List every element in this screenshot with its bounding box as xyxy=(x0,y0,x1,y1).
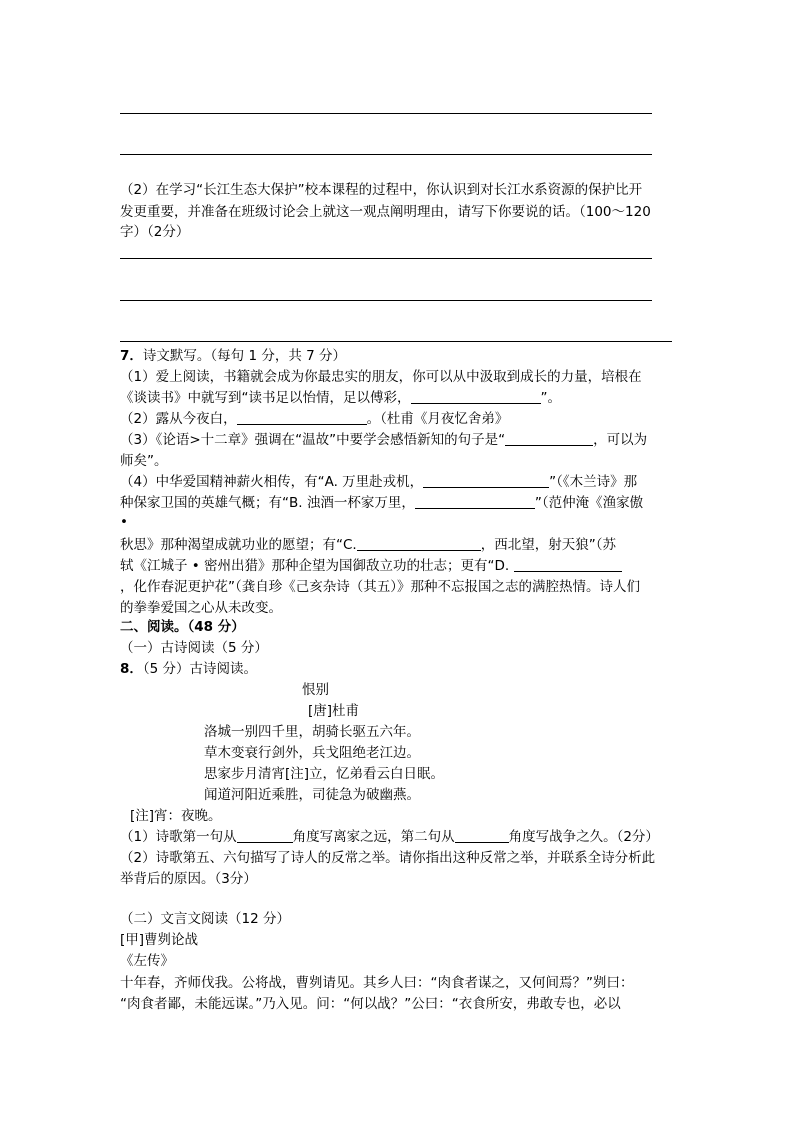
poem-line: 闻道河阳近乘胜，司徒急为破幽燕。 xyxy=(204,787,420,803)
q7-p4-dot: • xyxy=(120,514,128,530)
fill-blank[interactable] xyxy=(514,557,622,572)
q7-p4-line4 xyxy=(120,556,622,576)
q7-p2-end: 。（杜甫《月夜忆舍弟》 xyxy=(366,411,509,427)
q7-p4-d-text: 轼《江城子 • 密州出猎》那种企望为国御敌立功的壮志；更有“D. xyxy=(120,558,514,574)
q7-p2-line xyxy=(120,409,508,429)
poem-line: 思家步月清宵[注]立，忆弟看云白日眠。 xyxy=(204,766,445,782)
q8-q1-text-a: （1）诗歌第一句从 xyxy=(120,829,237,845)
q7-p4-line1 xyxy=(120,472,637,492)
answer-line xyxy=(120,154,652,155)
q8-number: 8． xyxy=(120,661,143,677)
passage-line: “肉食者鄙，未能远谋。”乃入见。问：“何以战？”公曰：“衣食所安，弗敢专也，必以 xyxy=(120,996,621,1012)
fill-blank[interactable] xyxy=(423,473,549,488)
q7-p3-line2: 师矣”。 xyxy=(120,453,168,469)
fill-blank[interactable] xyxy=(237,410,367,425)
q7-p4-line2 xyxy=(120,493,643,513)
q6-part2-line3: 字）（2分） xyxy=(120,224,190,240)
q8-question2-line1: （2）诗歌第五、六句描写了诗人的反常之举。请你指出这种反常之举，并联系全诗分析此 xyxy=(120,850,656,866)
passage-line: 十年春，齐师伐我。公将战，曹刿请见。其乡人曰：“肉食者谋之，又何间焉？”刿曰： xyxy=(120,975,634,991)
q7-heading xyxy=(120,346,346,366)
q7-p4-c-text: 秋思》那种渴望成就功业的愿望；有“C. xyxy=(120,537,357,553)
q6-part2-line2: 发更重要，并准备在班级讨论会上就这一观点阐明理由，请写下你要说的话。（100～120 xyxy=(120,204,651,220)
subsection-heading: （二）文言文阅读（12 分） xyxy=(120,911,290,927)
q7-p1-line1: （1）爱上阅读，书籍就会成为你最忠实的朋友，你可以从中汲取到成长的力量，培根在 xyxy=(120,369,642,385)
passage-source: 《左传》 xyxy=(120,953,174,969)
q7-p3-text: （3）《论语>十二章》强调在“温故”中要学会感悟新知的句子是“ xyxy=(120,432,506,448)
fill-blank[interactable] xyxy=(357,536,481,551)
q7-p1-text: 《谈读书》中就写到“读书足以怡情，足以傅彩， xyxy=(120,390,411,406)
poem-title: 恨别 xyxy=(302,682,329,698)
answer-line xyxy=(120,300,652,301)
poem-note: [注]宵：夜晚。 xyxy=(130,808,222,824)
q7-p2-text: （2）露从今夜白， xyxy=(120,411,237,427)
q7-number: 7． xyxy=(120,348,143,364)
q8-title: （5 分）古诗阅读。 xyxy=(142,661,258,677)
poem-line: 洛城一别四千里，胡骑长驱五六年。 xyxy=(204,724,420,740)
q7-p3-line1 xyxy=(120,430,647,450)
fill-blank[interactable] xyxy=(237,828,293,843)
fill-blank[interactable] xyxy=(505,431,593,446)
passage-title: [甲]曹刿论战 xyxy=(120,932,199,948)
q6-part2-line1: （2）在学习“长江生态大保护”校本课程的过程中，你认识到对长江水系资源的保护比开 xyxy=(120,182,643,198)
q7-p4-line6: 的拳拳爱国之心从未改变。 xyxy=(120,600,282,616)
q7-p4-a-end: ”（《木兰诗》那 xyxy=(549,474,638,490)
fill-blank[interactable] xyxy=(455,828,509,843)
answer-line xyxy=(120,341,672,342)
fill-blank[interactable] xyxy=(411,389,541,404)
q7-p4-line5: ，化作春泥更护花”（龚自珍《己亥杂诗（其五）》那种不忘报国之志的满腔热情。诗人们 xyxy=(120,579,640,595)
q7-p1-line2 xyxy=(120,388,561,408)
answer-line xyxy=(120,258,652,259)
q7-p4-b-text: 种保家卫国的英雄气概；有“B. 浊酒一杯家万里， xyxy=(120,495,415,511)
poem-line: 草木变衰行剑外，兵戈阻绝老江边。 xyxy=(204,745,420,761)
q8-question2-line2: 举背后的原因。（3分） xyxy=(120,871,257,887)
subsection-heading: （一）古诗阅读（5 分） xyxy=(120,640,268,656)
q7-p1-end: ”。 xyxy=(540,390,561,406)
q7-p4-a-text: （4）中华爱国精神薪火相传，有“A. 万里赴戎机， xyxy=(120,474,424,490)
section-heading: 二、阅读。（48 分） xyxy=(120,619,245,635)
q7-p4-b-end: ”（范仲淹《渔家傲 xyxy=(534,495,644,511)
answer-line xyxy=(120,113,652,114)
q8-heading xyxy=(120,659,257,679)
q8-q1-text-b: 角度写离家之远，第二句从 xyxy=(292,829,455,845)
fill-blank[interactable] xyxy=(415,494,535,509)
q7-title: 诗文默写。（每句 1 分，共 7 分） xyxy=(142,348,346,364)
q8-q1-text-c: 角度写战争之久。（2分） xyxy=(508,829,659,845)
poem-author: [唐]杜甫 xyxy=(308,703,360,719)
q8-question1 xyxy=(120,827,659,847)
q7-p4-line3 xyxy=(120,535,616,555)
q7-p4-c-end: ，西北望，射天狼”（苏 xyxy=(480,537,616,553)
q7-p3-end: ，可以为 xyxy=(593,432,648,448)
